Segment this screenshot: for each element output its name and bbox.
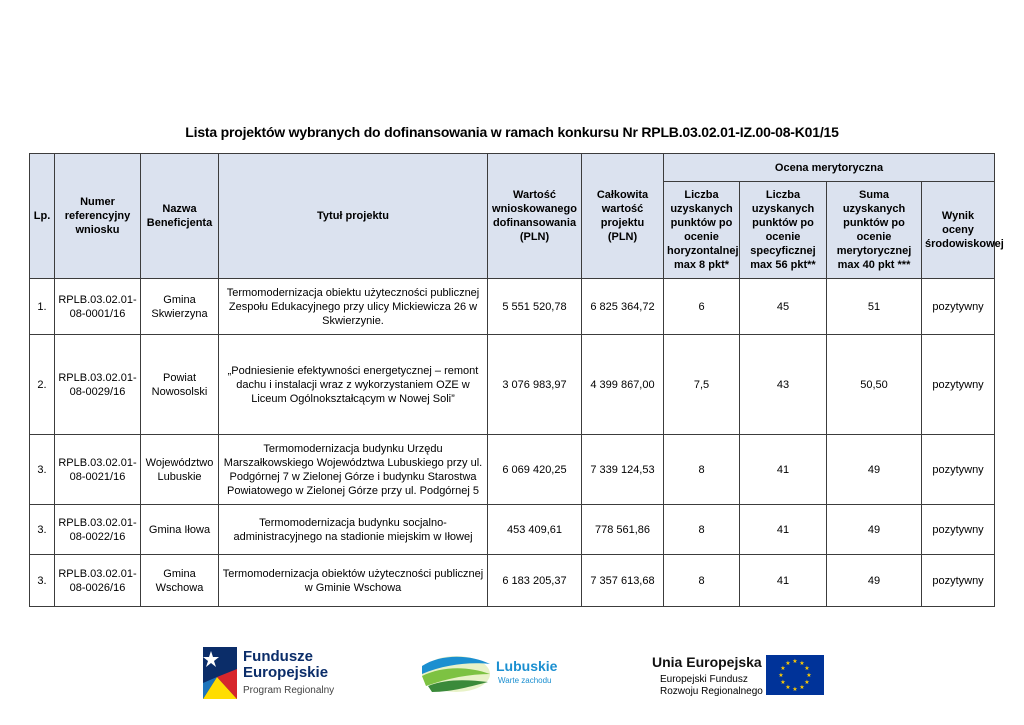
svg-text:★: ★	[799, 684, 805, 691]
svg-text:★: ★	[792, 686, 798, 693]
svg-text:★: ★	[804, 665, 810, 672]
svg-text:★: ★	[785, 660, 791, 667]
fe-line3: Program Regionalny	[243, 685, 335, 696]
cell-tytul: Termomodernizacja budynku Urzędu Marszałkowskiego Województwa Lubuskiego przy ul. Podgórnej 7 w Zielonej Górze i budynku Starostwa Powiatowego w Zielonej Górze przy ul. Podgórnej 5	[219, 435, 488, 505]
cell-numer: RPLB.03.02.01-08-0029/16	[55, 335, 141, 435]
table-row	[30, 335, 995, 435]
cell-tytul: Termomodernizacja obiektu użyteczności publicznej Zespołu Edukacyjnego przy ulicy Mickiewicza 26 w Skwierzynie.	[219, 279, 488, 335]
cell-specyf: 45	[740, 279, 827, 335]
cell-wynik: pozytywny	[922, 335, 995, 435]
cell-suma: 50,50	[827, 335, 922, 435]
svg-text:★: ★	[778, 672, 784, 679]
cell-numer: RPLB.03.02.01-08-0022/16	[55, 505, 141, 555]
svg-text:★: ★	[792, 658, 798, 665]
cell-wartosc: 6 183 205,37	[488, 555, 582, 607]
eu-flag-icon	[766, 655, 824, 695]
cell-horyz: 8	[664, 555, 740, 607]
cell-wartosc: 3 076 983,97	[488, 335, 582, 435]
svg-text:★: ★	[780, 665, 786, 672]
fe-line1: Fundusze	[243, 648, 313, 665]
cell-numer: RPLB.03.02.01-08-0001/16	[55, 279, 141, 335]
cell-suma: 51	[827, 279, 922, 335]
table-row	[30, 279, 995, 335]
cell-specyf: 41	[740, 505, 827, 555]
header-ocena: Ocena merytoryczna	[664, 154, 995, 182]
header-wynik: Wynik oceny środowiskowej	[922, 182, 995, 279]
cell-nazwa: Powiat Nowosolski	[141, 335, 219, 435]
page-title: Lista projektów wybranych do dofinansowania w ramach konkursu Nr RPLB.03.02.01-IZ.00-08-K01/15	[185, 124, 839, 140]
cell-wynik: pozytywny	[922, 505, 995, 555]
cell-lp: 2.	[30, 335, 55, 435]
fundusze-europejskie-logo	[203, 647, 333, 705]
cell-suma: 49	[827, 505, 922, 555]
cell-wartosc: 6 069 420,25	[488, 435, 582, 505]
cell-lp: 1.	[30, 279, 55, 335]
cell-horyz: 6	[664, 279, 740, 335]
header-nazwa: Nazwa Beneficjenta	[141, 154, 219, 279]
cell-calkowita: 7 357 613,68	[582, 555, 664, 607]
cell-nazwa: Gmina Wschowa	[141, 555, 219, 607]
table-row	[30, 505, 995, 555]
cell-specyf: 41	[740, 555, 827, 607]
cell-specyf: 41	[740, 435, 827, 505]
header-numer: Numer referencyjny wniosku	[55, 154, 141, 279]
cell-horyz: 7,5	[664, 335, 740, 435]
ue-line2: Europejski Fundusz	[660, 674, 748, 685]
header-calkowita: Całkowita wartość projektu (PLN)	[582, 154, 664, 279]
cell-tytul: „Podniesienie efektywności energetycznej – remont dachu i instalacji wraz z wykorzystaniem OZE w Liceum Ogólnokształcącym w Nowej Soli”	[219, 335, 488, 435]
ue-line3: Rozwoju Regionalnego	[660, 686, 763, 697]
cell-numer: RPLB.03.02.01-08-0026/16	[55, 555, 141, 607]
cell-suma: 49	[827, 435, 922, 505]
cell-horyz: 8	[664, 435, 740, 505]
cell-nazwa: Gmina Iłowa	[141, 505, 219, 555]
fe-star-icon	[203, 647, 239, 699]
cell-wynik: pozytywny	[922, 279, 995, 335]
svg-text:★: ★	[780, 679, 786, 686]
svg-text:★: ★	[806, 672, 812, 679]
cell-nazwa: Województwo Lubuskie	[141, 435, 219, 505]
cell-specyf: 43	[740, 335, 827, 435]
cell-nazwa: Gmina Skwierzyna	[141, 279, 219, 335]
svg-text:★: ★	[785, 684, 791, 691]
header-suma: Suma uzyskanych punktów po ocenie merytorycznej max 40 pkt ***	[827, 182, 922, 279]
table-row	[30, 555, 995, 607]
cell-suma: 49	[827, 555, 922, 607]
cell-tytul: Termomodernizacja obiektów użyteczności publicznej w Gminie Wschowa	[219, 555, 488, 607]
header-tytul: Tytuł projektu	[219, 154, 488, 279]
logo-strip	[0, 640, 1024, 710]
cell-lp: 3.	[30, 435, 55, 505]
lubuskie-name: Lubuskie	[496, 658, 558, 674]
unia-europejska-logo	[652, 650, 824, 704]
cell-wartosc: 453 409,61	[488, 505, 582, 555]
cell-horyz: 8	[664, 505, 740, 555]
ue-line1: Unia Europejska	[652, 654, 762, 670]
cell-lp: 3.	[30, 505, 55, 555]
cell-calkowita: 778 561,86	[582, 505, 664, 555]
cell-wartosc: 5 551 520,78	[488, 279, 582, 335]
projects-table	[29, 153, 1004, 607]
lubuskie-wave-icon	[420, 652, 492, 694]
svg-text:★: ★	[804, 679, 810, 686]
cell-calkowita: 4 399 867,00	[582, 335, 664, 435]
cell-numer: RPLB.03.02.01-08-0021/16	[55, 435, 141, 505]
cell-wynik: pozytywny	[922, 435, 995, 505]
header-horyz: Liczba uzyskanych punktów po ocenie horyzontalnej max 8 pkt*	[664, 182, 740, 279]
cell-wynik: pozytywny	[922, 555, 995, 607]
header-wartosc: Wartość wnioskowanego dofinansowania (PLN)	[488, 154, 582, 279]
cell-tytul: Termomodernizacja budynku socjalno-administracyjnego na stadionie miejskim w Iłowej	[219, 505, 488, 555]
lubuskie-logo	[420, 652, 560, 702]
fe-line2: Europejskie	[243, 664, 329, 681]
header-lp: Lp.	[30, 154, 55, 279]
svg-text:★: ★	[799, 660, 805, 667]
lubuskie-tag: Warte zachodu	[498, 676, 552, 685]
table-row	[30, 435, 995, 505]
cell-calkowita: 6 825 364,72	[582, 279, 664, 335]
header-specyf: Liczba uzyskanych punktów po ocenie specyficznej max 56 pkt**	[740, 182, 827, 279]
cell-calkowita: 7 339 124,53	[582, 435, 664, 505]
cell-lp: 3.	[30, 555, 55, 607]
